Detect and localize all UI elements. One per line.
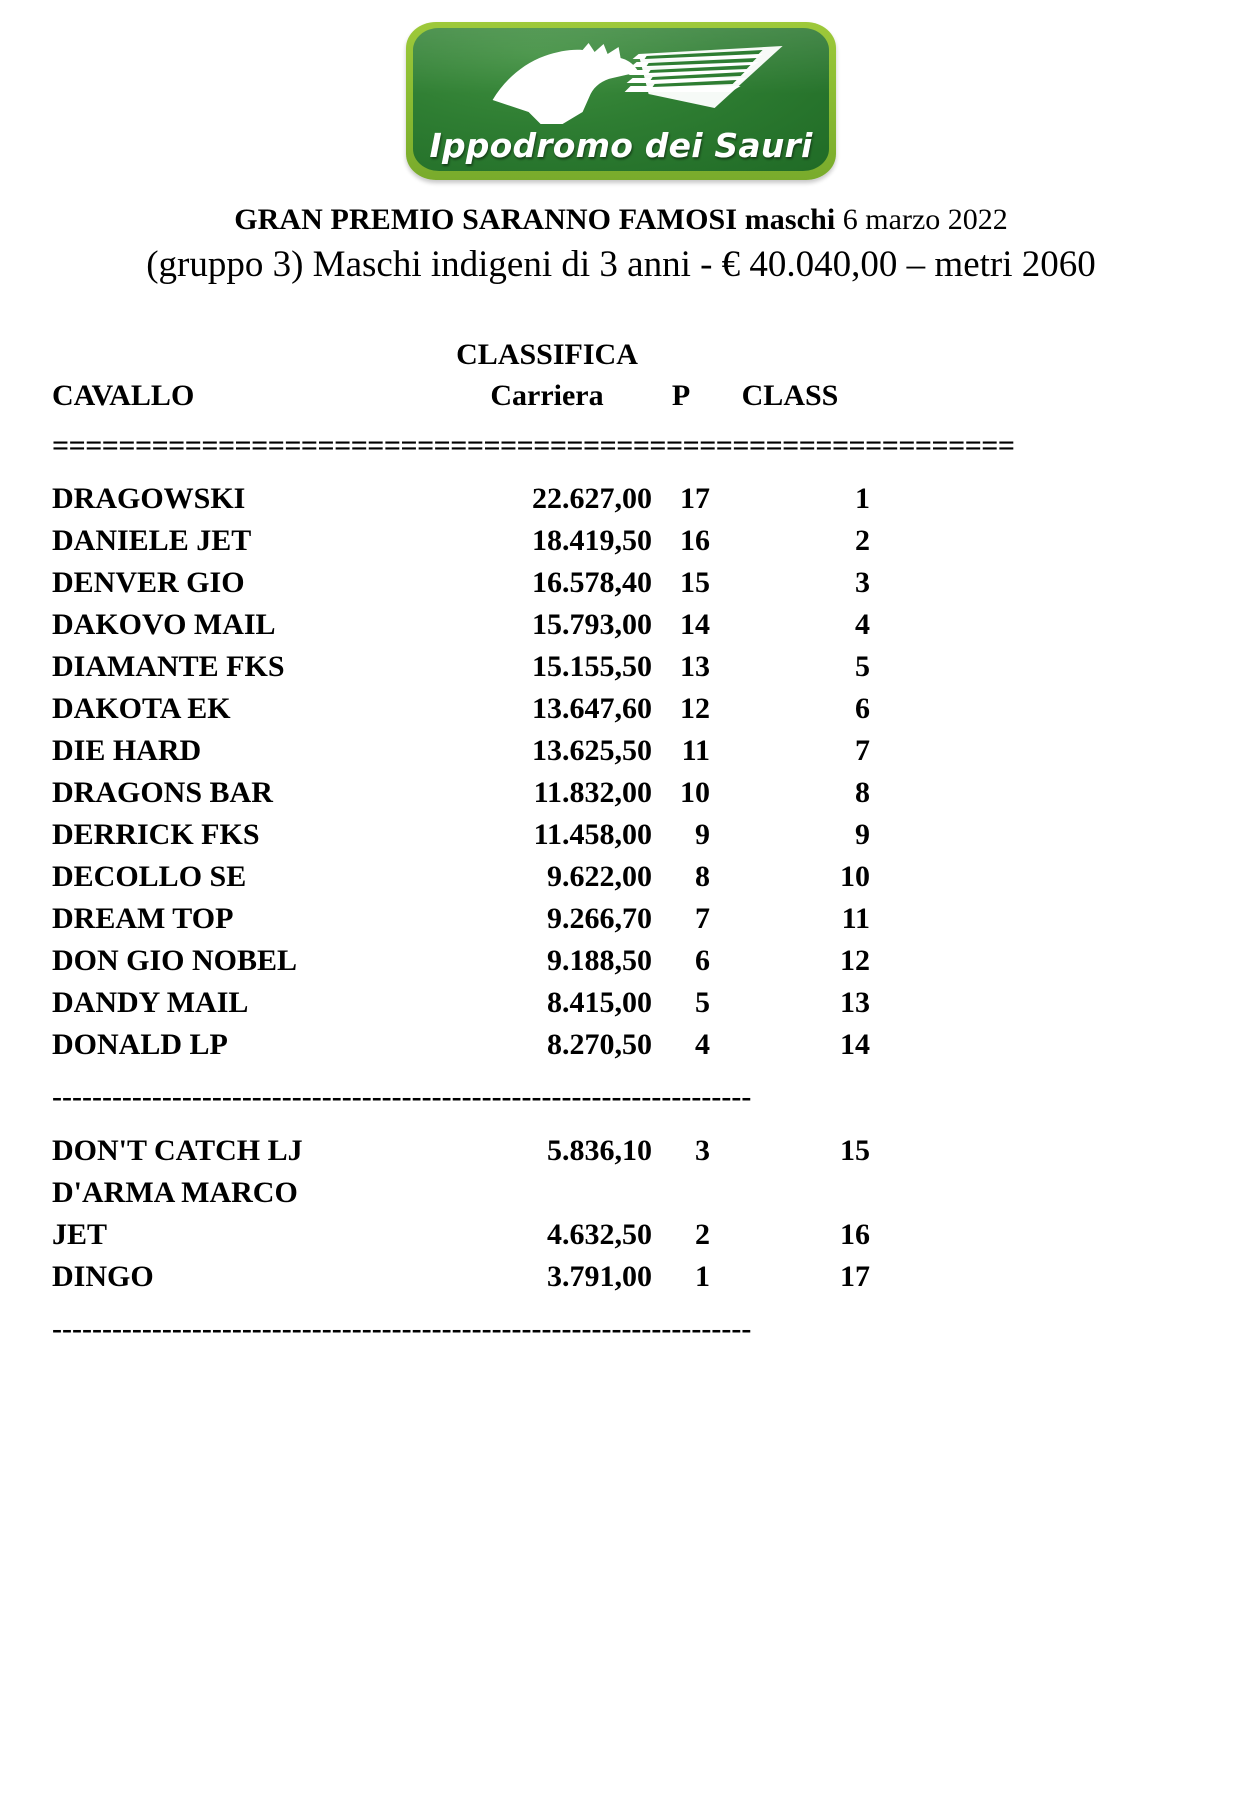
table-row [52, 730, 1188, 772]
column-header-p: P [671, 379, 691, 413]
class-value: 1 [855, 482, 870, 516]
class-value: 3 [855, 566, 870, 600]
p-value: 9 [695, 818, 710, 852]
career-value: 13.625,50 [532, 734, 652, 768]
career-value: 9.266,70 [547, 902, 652, 936]
table-row [52, 520, 1188, 562]
race-title-line [56, 202, 1186, 239]
career-value: 18.419,50 [532, 524, 652, 558]
p-value: 6 [695, 944, 710, 978]
class-value: 8 [855, 776, 870, 810]
classification-sheet [0, 337, 1242, 1347]
career-value: 5.836,10 [547, 1133, 652, 1167]
career-value: 8.415,00 [547, 986, 652, 1020]
horse-name: DREAM TOP [52, 902, 234, 936]
table-row [52, 982, 1188, 1024]
career-value: 15.155,50 [532, 650, 652, 684]
p-value: 5 [695, 986, 710, 1020]
p-value: 1 [695, 1259, 710, 1293]
class-value: 15 [840, 1133, 870, 1167]
race-name: GRAN PREMIO SARANNO FAMOSI maschi [234, 203, 836, 236]
class-value: 14 [840, 1028, 870, 1062]
logo-container [0, 0, 1242, 180]
classifica-header-row [52, 337, 1188, 373]
p-value: 11 [681, 734, 710, 768]
class-value: 11 [841, 902, 870, 936]
table-row [52, 688, 1188, 730]
main-rows [52, 478, 1188, 1066]
class-value: 5 [855, 650, 870, 684]
p-value: 2 [695, 1217, 710, 1251]
horse-name: DANDY MAIL [52, 986, 249, 1020]
career-value: 16.578,40 [532, 566, 652, 600]
horse-name: DIAMANTE FKS [52, 650, 285, 684]
table-row [52, 1214, 1188, 1256]
career-value: 15.793,00 [532, 608, 652, 642]
column-header-cavallo: CAVALLO [52, 379, 195, 413]
race-subtitle: (gruppo 3) Maschi indigeni di 3 anni - € 40.040,00 – metri 2060 [146, 243, 1096, 285]
race-header [0, 202, 1242, 289]
horse-name: DINGO [52, 1259, 154, 1293]
column-header-class: CLASS [741, 379, 839, 413]
p-value: 15 [680, 566, 710, 600]
table-row [52, 772, 1188, 814]
class-value: 6 [855, 692, 870, 726]
race-date: 6 marzo 2022 [842, 203, 1008, 236]
reserve-rows [52, 1130, 1188, 1298]
class-value: 16 [840, 1217, 870, 1251]
career-value: 3.791,00 [547, 1259, 652, 1293]
class-value: 4 [855, 608, 870, 642]
table-row [52, 1024, 1188, 1066]
horse-name: JET [52, 1217, 108, 1251]
horse-name: DECOLLO SE [52, 860, 247, 894]
p-value: 8 [695, 860, 710, 894]
table-row [52, 1256, 1188, 1298]
table-row [52, 814, 1188, 856]
career-value: 9.188,50 [547, 944, 652, 978]
career-value: 13.647,60 [532, 692, 652, 726]
table-row [52, 940, 1188, 982]
horse-name: DRAGOWSKI [52, 482, 246, 516]
career-value: 11.458,00 [533, 818, 652, 852]
class-value: 10 [840, 860, 870, 894]
horse-name: DENVER GIO [52, 566, 245, 600]
table-row [52, 898, 1188, 940]
separator-equals: ========================================================== [52, 428, 1015, 462]
horse-name: DAKOVO MAIL [52, 608, 276, 642]
p-value: 7 [695, 902, 710, 936]
career-value: 8.270,50 [547, 1028, 652, 1062]
p-value: 13 [680, 650, 710, 684]
horse-name: DAKOTA EK [52, 692, 231, 726]
table-row [52, 562, 1188, 604]
horse-name: DRAGONS BAR [52, 776, 273, 810]
separator-dashes: ---------------------------------------------------------------------- [52, 1080, 752, 1114]
p-value: 10 [680, 776, 710, 810]
horse-name: DERRICK FKS [52, 818, 260, 852]
table-row [52, 1172, 1188, 1214]
table-row [52, 646, 1188, 688]
p-value: 17 [680, 482, 710, 516]
class-value: 7 [855, 734, 870, 768]
p-value: 4 [695, 1028, 710, 1062]
career-value: 22.627,00 [532, 482, 652, 516]
p-value: 3 [695, 1133, 710, 1167]
horse-name: DON'T CATCH LJ [52, 1133, 303, 1167]
horse-name: DANIELE JET [52, 524, 252, 558]
column-header-carriera: Carriera [490, 379, 604, 413]
table-row [52, 856, 1188, 898]
career-value: 11.832,00 [533, 776, 652, 810]
logo-wordmark: Ippodromo dei Sauri [429, 126, 813, 165]
logo-inner-field [413, 28, 829, 171]
horse-name: DONALD LP [52, 1028, 228, 1062]
horse-name: D'ARMA MARCO [52, 1175, 298, 1209]
class-value: 17 [840, 1259, 870, 1293]
ippodromo-dei-sauri-logo [406, 22, 836, 180]
p-value: 16 [680, 524, 710, 558]
horse-head-icon [463, 34, 793, 130]
class-value: 2 [855, 524, 870, 558]
classifica-label: CLASSIFICA [456, 338, 638, 372]
table-header-row [52, 377, 1188, 414]
p-value: 12 [680, 692, 710, 726]
career-value: 4.632,50 [547, 1217, 652, 1251]
class-value: 13 [840, 986, 870, 1020]
table-row [52, 1130, 1188, 1172]
class-value: 9 [855, 818, 870, 852]
table-row [52, 478, 1188, 520]
table-row [52, 604, 1188, 646]
p-value: 14 [680, 608, 710, 642]
horse-name: DIE HARD [52, 734, 202, 768]
class-value: 12 [840, 944, 870, 978]
career-value: 9.622,00 [547, 860, 652, 894]
separator-dashes-end: ---------------------------------------------------------------------- [52, 1311, 752, 1345]
classifica-spacer [52, 337, 442, 373]
horse-name: DON GIO NOBEL [52, 944, 298, 978]
